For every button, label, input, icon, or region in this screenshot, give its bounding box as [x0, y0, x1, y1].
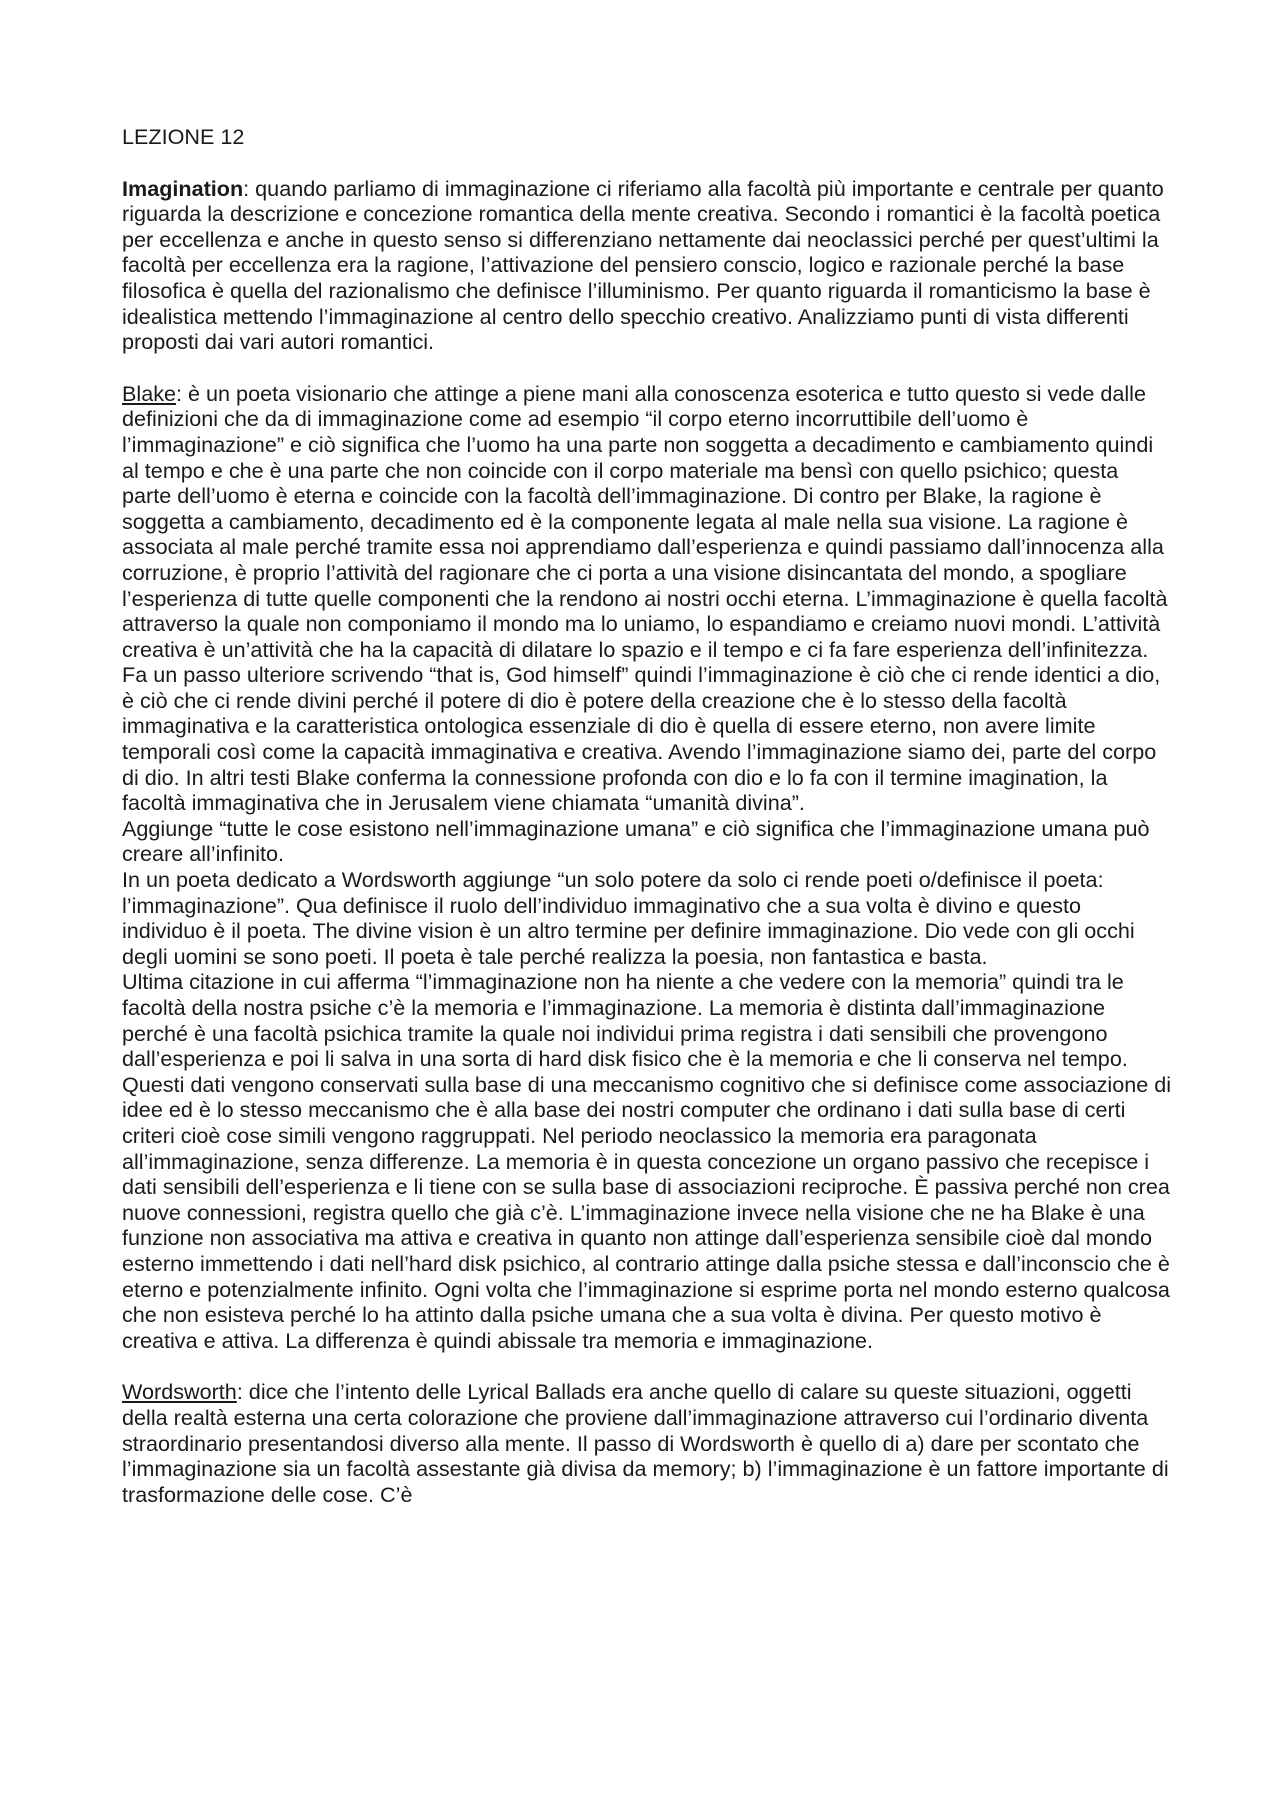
paragraph-blake-3: In un poeta dedicato a Wordsworth aggiunge “un solo potere da solo ci rende poeti o/definisce il poeta: l’immaginazione”. Qua definisce il ruolo dell’individuo immaginativo che a sua volta è divino e questo individuo è il poeta. The divine vision è un altro termine per definire immaginazione. Dio vede con gli occhi degli uomini se sono poeti. Il poeta è tale perché realizza la poesia, non fantastica e basta. — [122, 867, 1135, 969]
paragraph-imagination — [122, 176, 1172, 355]
paragraph-blake — [122, 381, 1172, 816]
author-wordsworth: Wordsworth — [122, 1379, 237, 1405]
paragraph-blake-2: Aggiunge “tutte le cose esistono nell’immaginazione umana” e ciò significa che l’immaginazione umana può creare all’infinito. — [122, 815, 1150, 867]
paragraph-blake-4: Ultima citazione in cui afferma “l’immaginazione non ha niente a che vedere con la memoria” quindi tra le facoltà della nostra psiche c’è la memoria e l’immaginazione. La memoria è distinta dall’immaginazione perché è una facoltà psichica tramite la quale noi individui prima registra i dati sensibili che provengono dall’esperienza e poi li salva in una sorta di hard disk fisico che è la memoria e che li conserva nel tempo. Questi dati vengono conservati sulla base di una meccanismo cognitivo che si definisce come associazione di idee ed è lo stesso meccanismo che è alla base dei nostri computer che ordinano i dati sulla base di certi criteri cioè cose simili vengono raggruppati. Nel periodo neoclassico la memoria era paragonata all’immaginazione, senza differenze. La memoria è in questa concezione un organo passivo che recepisce i dati sensibili dell’esperienza e li tiene con se sulla base di associazioni reciproche. È passiva perché non crea nuove connessioni, registra quello che già c’è. L’immaginazione invece nella visione che ne ha Blake è una funzione non associativa ma attiva e creativa in quanto non attinge dall’esperienza sensibile cioè dal mondo esterno immettendo i dati nell’hard disk psichico, al contrario attinge dalla psiche stessa e dall’inconscio che è eterno e potenzialmente infinito. Ogni volta che l’immaginazione si esprime porta nel mondo esterno qualcosa che non esisteva perché lo ha attinto dalla psiche umana che a sua volta è divina. Per questo motivo è creativa e attiva. La differenza è quindi abissale tra memoria e immaginazione. — [122, 969, 1172, 1353]
imagination-text: : quando parliamo di immaginazione ci riferiamo alla facoltà più importante e centrale per quanto riguarda la descrizione e concezione romantica della mente creativa. Secondo i romantici è la facoltà poetica per eccellenza e anche in questo senso si differenziano nettamente dai neoclassici perché per quest’ultimi la facoltà per eccellenza era la ragione, l’attivazione del pensiero conscio, logico e razionale perché la base filosofica è quella del razionalismo che definisce l’illuminismo. Per quanto riguarda il romanticismo la base è idealistica mettendo l’immaginazione al centro dello specchio creativo. Analizziamo punti di vista differenti proposti dai vari autori romantici. — [122, 175, 1164, 355]
paragraph-wordsworth — [122, 1379, 1172, 1507]
page-title: LEZIONE 12 — [122, 124, 245, 149]
wordsworth-text: : dice che l’intento delle Lyrical Ballads era anche quello di calare su queste situazioni, oggetti della realtà esterna una certa colorazione che proviene dall’immaginazione attraverso cui l’ordinario diventa straordinario presentandosi diverso alla mente. Il passo di Wordsworth è quello di a) dare per scontato che l’immaginazione sia un facoltà assestante già divisa da memory; b) l’immaginazione è un fattore importante di trasformazione delle cose. C’è — [122, 1379, 1169, 1507]
author-blake: Blake — [122, 380, 177, 406]
blake-text-1: : è un poeta visionario che attinge a piene mani alla conoscenza esoterica e tutto questo si vede dalle definizioni che da di immaginazione come ad esempio “il corpo eterno incorruttibile dell’uomo è l’immaginazione” e ciò significa che l’uomo ha una parte non soggetta a decadimento e cambiamento quindi al tempo e che è una parte che non coincide con il corpo materiale ma bensì con quello psichico; questa parte dell’uomo è eterna e coincide con la facoltà dell’immaginazione. Di contro per Blake, la ragione è soggetta a cambiamento, decadimento ed è la componente legata al male nella sua visione. La ragione è associata al male perché tramite essa noi apprendiamo dall’esperienza e quindi passiamo dall’innocenza alla corruzione, è proprio l’attività del ragionare che ci porta a una visione disincantata del mondo, a spogliare l’esperienza di tutte quelle componenti che la rendono ai nostri occhi eterna. L’immaginazione è quella facoltà attraverso la quale non componiamo il mondo ma lo uniamo, lo espandiamo e creiamo nuovi mondi. L’attività creativa è un’attività che ha la capacità di dilatare lo spazio e il tempo e ci fa fare esperienza dell’infinitezza. Fa un passo ulteriore scrivendo “that is, God himself” quindi l’immaginazione è ciò che ci rende identici a dio, è ciò che ci rende divini perché il potere di dio è potere della creazione che è lo stesso della facoltà immaginativa e la caratteristica ontologica essenziale di dio è quella di essere eterno, non avere limite temporali così come la capacità immaginativa e creativa. Avendo l’immaginazione siamo dei, parte del corpo di dio. In altri testi Blake conferma la connessione profonda con dio e lo fa con il termine imagination, la facoltà immaginativa che in Jerusalem viene chiamata “umanità divina”. — [122, 380, 1168, 816]
term-imagination: Imagination — [122, 175, 244, 201]
